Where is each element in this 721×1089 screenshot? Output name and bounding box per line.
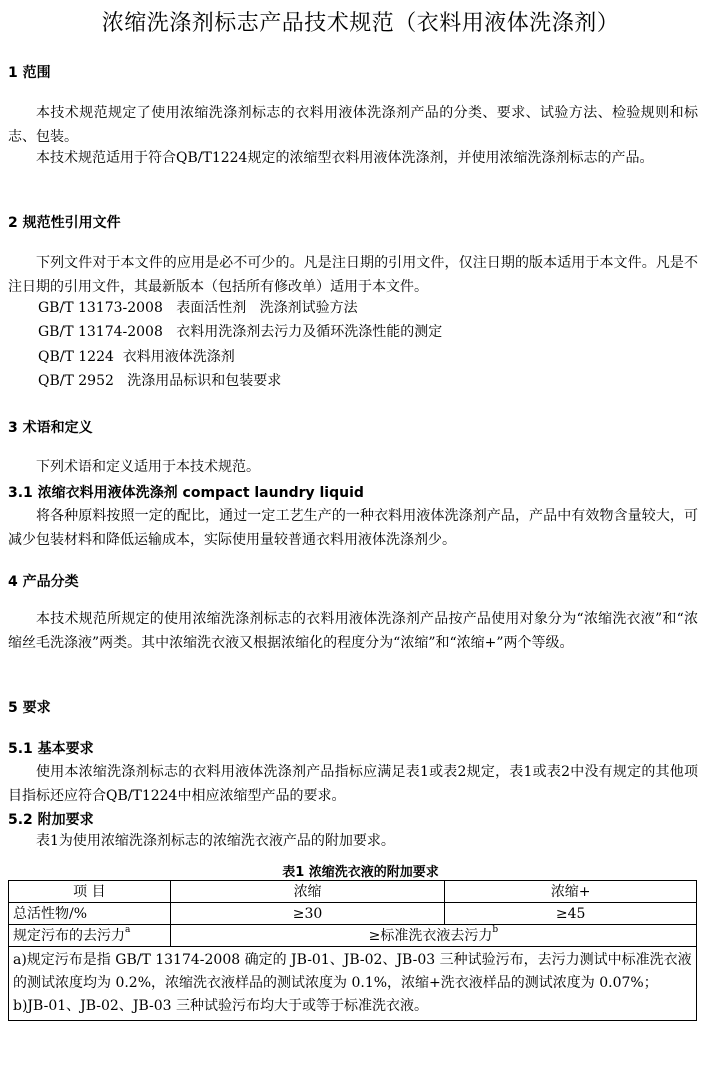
section-5-heading: 5 要求 [8,700,51,716]
document-title: 浓缩洗涤剂标志产品技术规范（衣料用液体洗涤剂） [101,11,620,36]
row-label-total-active: 总活性物/% [9,903,171,925]
reference-item: QB/T 1224 衣料用液体洗涤剂 [38,349,235,365]
table-header-row [9,881,697,903]
table-note-b: b)JB-01、JB-02、JB-03 三种试验污布均大于或等于标准洗衣液。 [13,998,428,1014]
table-note-a: a)规定污布是指 GB/T 13174-2008 确定的 JB-01、JB-02、JB-03 三种试验污布，去污力测试中标准洗衣液的测试浓度均为 0.2%，浓缩洗衣液样品的测试浓度为 0.1%，浓缩+洗衣液样品的测试浓度为 0.07%； [13,952,692,991]
reference-item: GB/T 13173-2008 表面活性剂 洗涤剂试验方法 [38,300,358,316]
section-1-heading: 1 范围 [8,65,51,81]
table-1 [8,880,697,1021]
header-item: 项 目 [9,881,171,903]
section-4-paragraph: 本技术规范所规定的使用浓缩洗涤剂标志的衣料用液体洗涤剂产品按产品使用对象分为“浓缩洗衣液”和“浓缩丝毛洗涤液”两类。其中浓缩洗衣液又根据浓缩化的程度分为“浓缩”和“浓缩+”两个等级。 [8,611,698,651]
section-1-paragraph-1: 本技术规范规定了使用浓缩洗涤剂标志的衣料用液体洗涤剂产品的分类、要求、试验方法、检验规则和标志、包装。 [8,105,698,145]
reference-item: GB/T 13174-2008 衣料用洗涤剂去污力及循环洗涤性能的测定 [38,324,443,340]
section-5-2-heading: 5.2 附加要求 [8,812,94,828]
section-3-paragraph-1: 下列术语和定义适用于本技术规范。 [36,459,260,475]
reference-item: QB/T 2952 洗涤用品标识和包装要求 [38,373,282,389]
footnote-marker-b: b [492,924,499,935]
section-5-1-heading: 5.1 基本要求 [8,741,94,757]
table-notes [9,947,697,1021]
cell-detergency-value [170,925,696,947]
table-row [9,903,697,925]
row-label-detergency [9,925,171,947]
section-3-heading: 3 术语和定义 [8,420,93,436]
cell-concentrated-plus-value: ≥45 [445,903,697,925]
table-notes-row [9,947,697,1021]
section-1-paragraph-2: 本技术规范适用于符合QB/T1224规定的浓缩型衣料用液体洗涤剂，并使用浓缩洗涤剂标志的产品。 [36,150,654,166]
cell-concentrated-value: ≥30 [170,903,445,925]
row-label-detergency-text: 规定污布的去污力 [13,927,125,944]
section-2-paragraph-1: 下列文件对于本文件的应用是必不可少的。凡是注日期的引用文件，仅注日期的版本适用于本文件。凡是不注日期的引用文件，其最新版本（包括所有修改单）适用于本文件。 [8,255,698,295]
header-concentrated: 浓缩 [170,881,445,903]
footnote-marker-a: a [125,924,131,935]
section-5-1-paragraph: 使用本浓缩洗涤剂标志的衣料用液体洗涤剂产品指标应满足表1或表2规定，表1或表2中没有规定的其他项目指标还应符合QB/T1224中相应浓缩型产品的要求。 [8,764,698,804]
section-5-2-paragraph: 表1为使用浓缩洗涤剂标志的浓缩洗衣液产品的附加要求。 [36,833,395,849]
section-2-heading: 2 规范性引用文件 [8,215,121,231]
table-row [9,925,697,947]
section-3-1-paragraph: 将各种原料按照一定的配比，通过一定工艺生产的一种衣料用液体洗涤剂产品，产品中有效物含量较大，可减少包装材料和降低运输成本，实际使用量较普通衣料用液体洗涤剂少。 [8,508,698,548]
section-3-1-heading: 3.1 浓缩衣料用液体洗涤剂 compact laundry liquid [8,485,364,501]
section-4-heading: 4 产品分类 [8,574,79,590]
header-concentrated-plus: 浓缩+ [445,881,697,903]
table-1-caption: 表1 浓缩洗衣液的附加要求 [282,865,439,880]
detergency-value-text: ≥标准洗衣液去污力 [368,927,493,944]
